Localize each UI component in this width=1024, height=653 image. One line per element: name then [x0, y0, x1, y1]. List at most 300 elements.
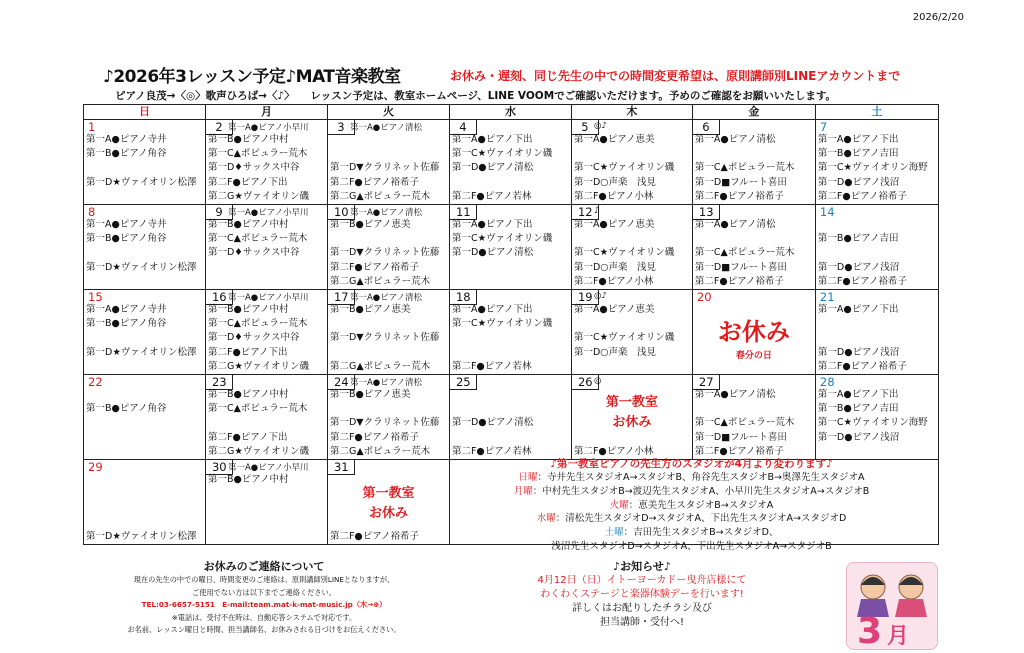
- lesson-entry: 第一B●ピアノ恵美: [329, 389, 411, 400]
- day-number: 26: [572, 375, 599, 390]
- calendar-day-cell: [449, 120, 571, 205]
- lesson-entry: 第一B●ピアノ吉田: [817, 403, 899, 415]
- weekday-wed: 水: [449, 105, 571, 120]
- lesson-entry: 第二F●ピアノ裕希子: [694, 445, 784, 457]
- calendar-day-cell: [84, 460, 206, 545]
- studio-change-day: 火曜: [609, 499, 629, 511]
- lesson-list: [695, 218, 813, 289]
- lesson-entry: 第一D★ヴァイオリン松澤: [86, 176, 197, 188]
- lesson-entry: 第一B●ピアノ中村: [207, 304, 289, 315]
- lesson-list: [818, 388, 936, 459]
- calendar-day-cell: [815, 205, 938, 290]
- lesson-entry: 第二F●ピアノ下出: [207, 431, 288, 443]
- calendar-day-cell: [449, 375, 571, 460]
- calendar-day-cell: [692, 205, 815, 290]
- lesson-entry: 第一A●ピアノ下出: [817, 389, 899, 400]
- lesson-entry: 第一B●ピアノ中村: [207, 219, 289, 230]
- calendar-day-cell: [449, 290, 571, 375]
- lesson-entry: 第一D♦サックス中谷: [207, 247, 300, 259]
- lesson-entry: 第一C★ヴァイオリン磯: [451, 148, 553, 160]
- contact-phone-email: TEL:03-6657-5151 E-mail:team.mat-k-mat-music.jp（木→⊕）: [141, 600, 387, 609]
- lesson-entry: [208, 530, 325, 544]
- lesson-entry: [208, 275, 325, 289]
- lesson-entry: 第一B●ピアノ角谷: [86, 403, 167, 415]
- day-number: 18: [450, 290, 477, 305]
- calendar-day-cell: [84, 290, 206, 375]
- lesson-list: [86, 133, 203, 190]
- lesson-entry: 第一C★ヴァイオリン海野: [817, 417, 928, 429]
- day-number: 23: [206, 375, 233, 390]
- lesson-list: [574, 218, 690, 289]
- calendar-week-row: [84, 290, 939, 375]
- lesson-entry: [330, 516, 447, 530]
- day-number: 14: [819, 205, 835, 219]
- absence-contact-notice: お休み・遅刻、同じ先生の中での時間変更希望は、原則講師別LINEアカウントまで: [450, 69, 901, 83]
- lesson-entry: 第二G★ヴァイオリン磯: [207, 190, 309, 202]
- lesson-entry: [452, 331, 569, 345]
- lesson-entry: [330, 501, 447, 515]
- lesson-list: [452, 303, 569, 374]
- event-line: 4月12日（日）イトーヨーカドー曳舟店様にて: [537, 575, 747, 586]
- day-number: 11: [450, 205, 477, 220]
- legend-subtitle: ピアノ良茂→〈◎〉歌声ひろば→〈♪〉 レッスン予定は、教室ホームページ、LINE VOOMでご確認いただけます。予めのご確認をお願いいたします。: [115, 90, 836, 102]
- lesson-entry: [574, 431, 690, 445]
- weekday-tue: 火: [327, 105, 449, 120]
- day-number: 12: [572, 205, 599, 220]
- calendar-day-cell: [327, 205, 449, 290]
- lesson-entry: [86, 416, 203, 430]
- calendar-day-cell: [571, 120, 692, 205]
- day-number: 31: [328, 460, 355, 475]
- day-number: 9: [206, 205, 233, 220]
- lesson-entry: [452, 261, 569, 275]
- closure-note: お休み: [612, 415, 652, 430]
- lesson-list: [86, 303, 203, 360]
- weekday-fri: 金: [692, 105, 815, 120]
- day-top-note: 第一A●ピアノ清松: [349, 208, 423, 218]
- studio-change-text: 浅沼先生スタジオD→スタジオA、下出先生スタジオA→スタジオB: [551, 540, 832, 552]
- lesson-entry: [818, 445, 936, 459]
- day-number: 16: [206, 290, 233, 305]
- lesson-list: [330, 388, 447, 459]
- lesson-entry: 第一D■フルート喜田: [694, 176, 787, 188]
- event-line: わくわくステージと楽器体験デーを行います!: [540, 589, 744, 600]
- day-number: 6: [693, 120, 720, 135]
- lesson-entry: 第一D●ピアノ清松: [451, 247, 534, 259]
- lesson-entry: 第一D●ピアノ清松: [451, 417, 534, 429]
- lesson-entry: 第一D○声楽 浅見: [573, 346, 657, 358]
- lesson-entry: 第一A●ピアノ下出: [451, 304, 533, 315]
- lesson-entry: [695, 402, 813, 416]
- lesson-entry: [452, 275, 569, 289]
- calendar-day-cell: [327, 375, 449, 460]
- lesson-entry: 第一A●ピアノ清松: [694, 219, 776, 230]
- lesson-entry: 第一B●ピアノ恵美: [329, 304, 411, 315]
- lesson-entry: 第一B●ピアノ中村: [207, 134, 289, 145]
- lesson-entry: 第一D★ヴァイオリン松澤: [86, 261, 197, 273]
- lesson-entry: 第一C★ヴァイオリン磯: [573, 162, 675, 174]
- lesson-entry: [452, 388, 569, 402]
- calendar-day-cell: [815, 120, 938, 205]
- day-number: 15: [88, 290, 103, 304]
- day-number: 21: [819, 290, 835, 304]
- lesson-entry: 第一B●ピアノ角谷: [86, 318, 167, 330]
- lesson-entry: 第一D▼クラリネット佐藤: [329, 417, 440, 429]
- day-number: 19: [572, 290, 599, 305]
- lesson-list: [86, 218, 203, 275]
- lesson-entry: 第一D♦サックス中谷: [207, 162, 300, 174]
- lesson-entry: [86, 388, 203, 402]
- lesson-entry: [574, 402, 690, 416]
- lesson-entry: 第二G▲ポピュラー荒木: [329, 190, 431, 202]
- lesson-entry: 第一A●ピアノ恵美: [573, 134, 655, 145]
- lesson-entry: 第一A●ピアノ下出: [451, 134, 533, 145]
- day-number: 7: [819, 120, 828, 134]
- studio-change-day: 土曜: [604, 527, 624, 539]
- day-number: 1: [88, 120, 96, 134]
- studio-change-text: ：恵美先生スタジオB→スタジオA: [628, 499, 774, 511]
- lesson-list: [695, 388, 813, 459]
- absence-box-title: お休みのご連絡について: [203, 560, 325, 573]
- closure-note: 第一教室: [362, 486, 415, 501]
- lesson-entry: [818, 246, 936, 260]
- lesson-entry: [86, 516, 203, 530]
- calendar-week-row: [84, 205, 939, 290]
- lesson-entry: 第二F●ピアノ裕希子: [817, 190, 907, 202]
- lesson-list: [574, 388, 690, 459]
- lesson-list: [574, 303, 690, 374]
- day-top-note: 第一A●ピアノ清松: [349, 293, 423, 303]
- day-number: 29: [88, 460, 103, 474]
- day-top-note: 第一A●ピアノ小早川: [227, 123, 309, 133]
- lesson-entry: [818, 218, 936, 232]
- calendar-day-cell: [327, 460, 449, 545]
- calendar-day-cell: [815, 290, 938, 375]
- lesson-entry: [330, 232, 447, 246]
- lesson-entry: 第二G★ヴァイオリン磯: [207, 445, 309, 457]
- calendar-day-cell: [205, 460, 327, 545]
- lesson-entry: 第二F●ピアノ若林: [451, 445, 532, 457]
- lesson-entry: 第一C★ヴァイオリン海野: [817, 162, 928, 174]
- lesson-entry: 第一A●ピアノ清松: [694, 389, 776, 400]
- lesson-entry: 第一A●ピアノ寺井: [86, 304, 167, 315]
- lesson-entry: 第二F●ピアノ裕希子: [329, 261, 419, 273]
- lesson-entry: 第一C★ヴァイオリン磯: [573, 247, 675, 259]
- studio-change-line: [444, 540, 939, 554]
- lesson-entry: 第一B●ピアノ角谷: [86, 233, 167, 245]
- lesson-entry: 第二G▲ポピュラー荒木: [329, 445, 431, 457]
- day-top-note: 第一A●ピアノ清松: [349, 123, 423, 133]
- page-title: ♪2026年3レッスン予定♪MAT音楽教室: [103, 67, 401, 87]
- lesson-entry: [330, 147, 447, 161]
- lesson-entry: 第一A●ピアノ恵美: [573, 219, 655, 230]
- day-number: 17: [328, 290, 355, 305]
- calendar-day-cell: [815, 375, 938, 460]
- lesson-entry: [695, 147, 813, 161]
- calendar-day-cell: [327, 290, 449, 375]
- lesson-entry: 第二F●ピアノ下出: [207, 346, 288, 358]
- lesson-entry: [330, 346, 447, 360]
- lesson-entry: 第二F●ピアノ下出: [207, 176, 288, 188]
- lesson-list: [452, 388, 569, 459]
- calendar-day-cell: [84, 375, 206, 460]
- calendar-day-cell: [571, 375, 692, 460]
- lesson-entry: [818, 331, 936, 345]
- lesson-entry: 第一B●ピアノ恵美: [329, 219, 411, 230]
- lesson-entry: [574, 360, 690, 374]
- lesson-entry: 第一D■フルート喜田: [694, 261, 787, 273]
- weekday-thu: 木: [571, 105, 692, 120]
- lesson-list: [208, 473, 325, 544]
- lesson-entry: 第一C▲ポピュラー荒木: [694, 162, 795, 174]
- lesson-entry: 第一D▼クラリネット佐藤: [329, 332, 440, 344]
- lesson-entry: 第一C▲ポピュラー荒木: [207, 233, 308, 245]
- weekday-sun: 日: [84, 105, 206, 120]
- weekday-mon: 月: [205, 105, 327, 120]
- day-number: 25: [450, 375, 477, 390]
- day-number: 20: [696, 290, 712, 304]
- lesson-entry: [208, 516, 325, 530]
- calendar-day-cell: [571, 290, 692, 375]
- lesson-entry: 第二G▲ポピュラー荒木: [329, 275, 431, 287]
- lesson-entry: 第一C▲ポピュラー荒木: [207, 403, 308, 415]
- lesson-entry: 第二F●ピアノ小林: [573, 190, 654, 202]
- lesson-entry: 第一D○声楽 浅見: [573, 176, 657, 188]
- day-number: 30: [206, 460, 233, 475]
- lesson-entry: [208, 416, 325, 430]
- day-top-note: ◎♪: [593, 291, 607, 301]
- lesson-entry: 第二F●ピアノ裕希子: [329, 530, 419, 542]
- lesson-entry: 第一D★ヴァイオリン松澤: [86, 346, 197, 358]
- lesson-entry: [574, 232, 690, 246]
- lesson-entry: 第一B●ピアノ中村: [207, 389, 289, 400]
- lesson-list: [208, 133, 325, 204]
- lesson-entry: 第二F●ピアノ裕希子: [817, 275, 907, 287]
- lesson-entry: [86, 331, 203, 345]
- lesson-entry: [452, 176, 569, 190]
- day-number: 10: [328, 205, 355, 220]
- day-number: 24: [328, 375, 355, 390]
- calendar-week-row: [84, 120, 939, 205]
- lesson-list: [818, 133, 936, 204]
- lesson-list: [818, 303, 936, 374]
- lesson-list: [818, 218, 936, 289]
- event-line: 担当講師・受付へ!: [599, 617, 684, 628]
- studio-change-text: ：吉田先生スタジオB→スタジオD、: [623, 527, 779, 539]
- lesson-entry: [452, 346, 569, 360]
- studio-change-line: [444, 485, 939, 499]
- studio-change-text: ：清松先生スタジオD→スタジオA、下出先生スタジオA→スタジオD: [555, 513, 847, 525]
- lesson-entry: [86, 246, 203, 260]
- lesson-list: [330, 303, 447, 374]
- calendar-day-cell: [84, 120, 206, 205]
- event-box-title: ♪お知らせ♪: [613, 560, 671, 573]
- month-label: 月: [887, 624, 910, 649]
- day-number: 3: [328, 120, 355, 135]
- lesson-entry: [86, 487, 203, 501]
- lesson-entry: 第一D●ピアノ浅沼: [817, 346, 900, 358]
- month-number: 3: [857, 611, 883, 649]
- lesson-entry: 第二F●ピアノ小林: [573, 445, 654, 457]
- weekday-header-row: [84, 105, 939, 120]
- lesson-entry: [330, 487, 447, 501]
- lesson-entry: 第一C★ヴァイオリン磯: [451, 233, 553, 245]
- lesson-list: [330, 473, 447, 544]
- lesson-entry: 第一D▼クラリネット佐藤: [329, 162, 440, 174]
- calendar-day-cell: [205, 205, 327, 290]
- lesson-entry: 第一C▲ポピュラー荒木: [207, 318, 308, 330]
- day-top-note: 第一A●ピアノ小早川: [227, 208, 309, 218]
- lesson-entry: [330, 473, 447, 487]
- studio-change-text: ：寺井先生スタジオA→スタジオB、角谷先生スタジオB→奥澤先生スタジオA: [537, 472, 865, 483]
- studio-notice-title: ♪第一教室ピアノの先生方のスタジオが4月より変わります♪: [550, 458, 833, 470]
- calendar-day-cell: [571, 205, 692, 290]
- holiday-label: お休み: [717, 318, 790, 346]
- lesson-entry: 第一B●ピアノ中村: [207, 474, 289, 485]
- month-badge: [846, 562, 938, 650]
- calendar-day-cell: [205, 290, 327, 375]
- absence-line: ※電話は、受付不在時は、自動応答システムで対応です。: [171, 612, 357, 622]
- print-date: 2026/2/20: [912, 12, 964, 23]
- lesson-entry: 第一B●ピアノ吉田: [817, 148, 899, 160]
- day-number: 5: [572, 120, 599, 135]
- closure-note: お休み: [368, 506, 408, 521]
- lesson-entry: 第一A●ピアノ下出: [451, 219, 533, 230]
- lesson-entry: [574, 416, 690, 430]
- studio-change-day: 日曜: [518, 472, 538, 483]
- lesson-entry: 第二F●ピアノ裕希子: [329, 176, 419, 188]
- lesson-entry: [208, 501, 325, 515]
- lesson-entry: [86, 501, 203, 515]
- calendar-day-cell: [205, 375, 327, 460]
- lesson-entry: [330, 133, 447, 147]
- lesson-list: [86, 473, 203, 544]
- lesson-entry: 第一D▼クラリネット佐藤: [329, 247, 440, 259]
- lesson-entry: 第一C★ヴァイオリン磯: [573, 332, 675, 344]
- holiday-name: 春分の日: [735, 351, 772, 361]
- studio-change-day: 水曜: [536, 513, 556, 525]
- day-number: 28: [819, 375, 835, 389]
- calendar-day-cell: [327, 120, 449, 205]
- lesson-list: [330, 133, 447, 204]
- lesson-list: [695, 133, 813, 204]
- day-number: 22: [88, 375, 103, 389]
- day-number: 13: [693, 205, 720, 220]
- lesson-entry: 第一D○声楽 浅見: [573, 261, 657, 273]
- lesson-entry: [208, 261, 325, 275]
- lesson-entry: 第一B●ピアノ角谷: [86, 148, 167, 160]
- calendar-day-cell: [692, 375, 815, 460]
- lesson-entry: [818, 317, 936, 331]
- day-number: 2: [206, 120, 233, 135]
- day-top-note: ◎: [593, 376, 602, 386]
- lesson-entry: 第一D●ピアノ浅沼: [817, 261, 900, 273]
- lesson-entry: 第二F●ピアノ小林: [573, 275, 654, 287]
- day-top-note: ♪: [593, 206, 600, 216]
- lesson-entry: 第一D●ピアノ清松: [451, 162, 534, 174]
- calendar-day-cell: [84, 205, 206, 290]
- lesson-list: [208, 303, 325, 374]
- studio-change-notice: [444, 458, 939, 558]
- absence-contact-box: [83, 560, 445, 652]
- day-number: 8: [88, 205, 96, 219]
- lesson-entry: [86, 161, 203, 175]
- lesson-entry: 第二F●ピアノ裕希子: [694, 190, 784, 202]
- lesson-entry: [574, 388, 690, 402]
- lesson-list: [208, 218, 325, 289]
- calendar-day-cell: [205, 120, 327, 205]
- hina-doll-illustration: [847, 563, 937, 649]
- lesson-entry: [695, 232, 813, 246]
- day-number: 27: [693, 375, 720, 390]
- lesson-entry: 第二F●ピアノ若林: [451, 190, 532, 202]
- lesson-entry: 第二G★ヴァイオリン磯: [207, 360, 309, 372]
- lesson-entry: [452, 431, 569, 445]
- lesson-entry: [330, 317, 447, 331]
- lesson-entry: 第一D■フルート喜田: [694, 431, 787, 443]
- lesson-entry: 第一C▲ポピュラー荒木: [694, 247, 795, 259]
- lesson-entry: [208, 487, 325, 501]
- lesson-entry: 第一C▲ポピュラー荒木: [207, 148, 308, 160]
- day-number: 4: [450, 120, 477, 135]
- lesson-entry: [330, 402, 447, 416]
- lesson-entry: 第二F●ピアノ裕希子: [817, 360, 907, 372]
- studio-change-line: [444, 512, 939, 526]
- lesson-entry: 第二F●ピアノ裕希子: [329, 431, 419, 443]
- day-top-note: 第一A●ピアノ小早川: [227, 463, 309, 473]
- lesson-list: [574, 133, 690, 204]
- lesson-entry: 第一D●ピアノ浅沼: [817, 431, 900, 443]
- calendar-day-cell: [449, 205, 571, 290]
- lesson-entry: 第二G▲ポピュラー荒木: [329, 360, 431, 372]
- absence-line: お名前、レッスン曜日と時間、担当講師名、お休みされる日づけをお伝えください。: [127, 625, 401, 634]
- lesson-entry: 第一A●ピアノ恵美: [573, 304, 655, 315]
- lesson-entry: [86, 473, 203, 487]
- absence-line: 現在の先生の中での曜日、時間変更のご連絡は、原則講師別LINEとなりますが、: [133, 575, 395, 584]
- studio-change-line: [444, 471, 939, 485]
- lesson-entry: 第一A●ピアノ寺井: [86, 219, 167, 230]
- closure-note: 第一教室: [605, 395, 658, 410]
- absence-line: ご使用でない方は以下までご連絡ください。: [192, 587, 336, 597]
- studio-change-line: [444, 526, 939, 540]
- lesson-entry: 第一A●ピアノ下出: [817, 134, 899, 145]
- event-line: 詳しくはお配りしたチラシ及び: [572, 603, 712, 614]
- lesson-entry: 第二F●ピアノ裕希子: [694, 275, 784, 287]
- lesson-entry: 第一C★ヴァイオリン磯: [451, 318, 553, 330]
- calendar-day-cell: [692, 290, 815, 375]
- lesson-entry: 第一D★ヴァイオリン松澤: [86, 530, 197, 542]
- lesson-list: [86, 388, 203, 445]
- lesson-entry: 第一D●ピアノ浅沼: [817, 176, 900, 188]
- lesson-list: [452, 218, 569, 289]
- lesson-entry: 第一D♦サックス中谷: [207, 332, 300, 344]
- lesson-entry: 第一A●ピアノ清松: [694, 134, 776, 145]
- lesson-list: [208, 388, 325, 459]
- lesson-entry: [574, 317, 690, 331]
- lesson-entry: 第一A●ピアノ下出: [817, 304, 899, 315]
- lesson-entry: 第一A●ピアノ寺井: [86, 134, 167, 145]
- weekday-sat: 土: [815, 105, 938, 120]
- calendar-day-cell: [692, 120, 815, 205]
- lesson-list: [330, 218, 447, 289]
- day-top-note: 第一A●ピアノ清松: [349, 378, 423, 388]
- lesson-entry: 第二F●ピアノ若林: [451, 360, 532, 372]
- calendar-week-row: [84, 375, 939, 460]
- lesson-entry: 第一C▲ポピュラー荒木: [694, 417, 795, 429]
- day-top-note: 第一A●ピアノ小早川: [227, 293, 309, 303]
- lesson-entry: [574, 147, 690, 161]
- studio-change-line: [444, 499, 939, 513]
